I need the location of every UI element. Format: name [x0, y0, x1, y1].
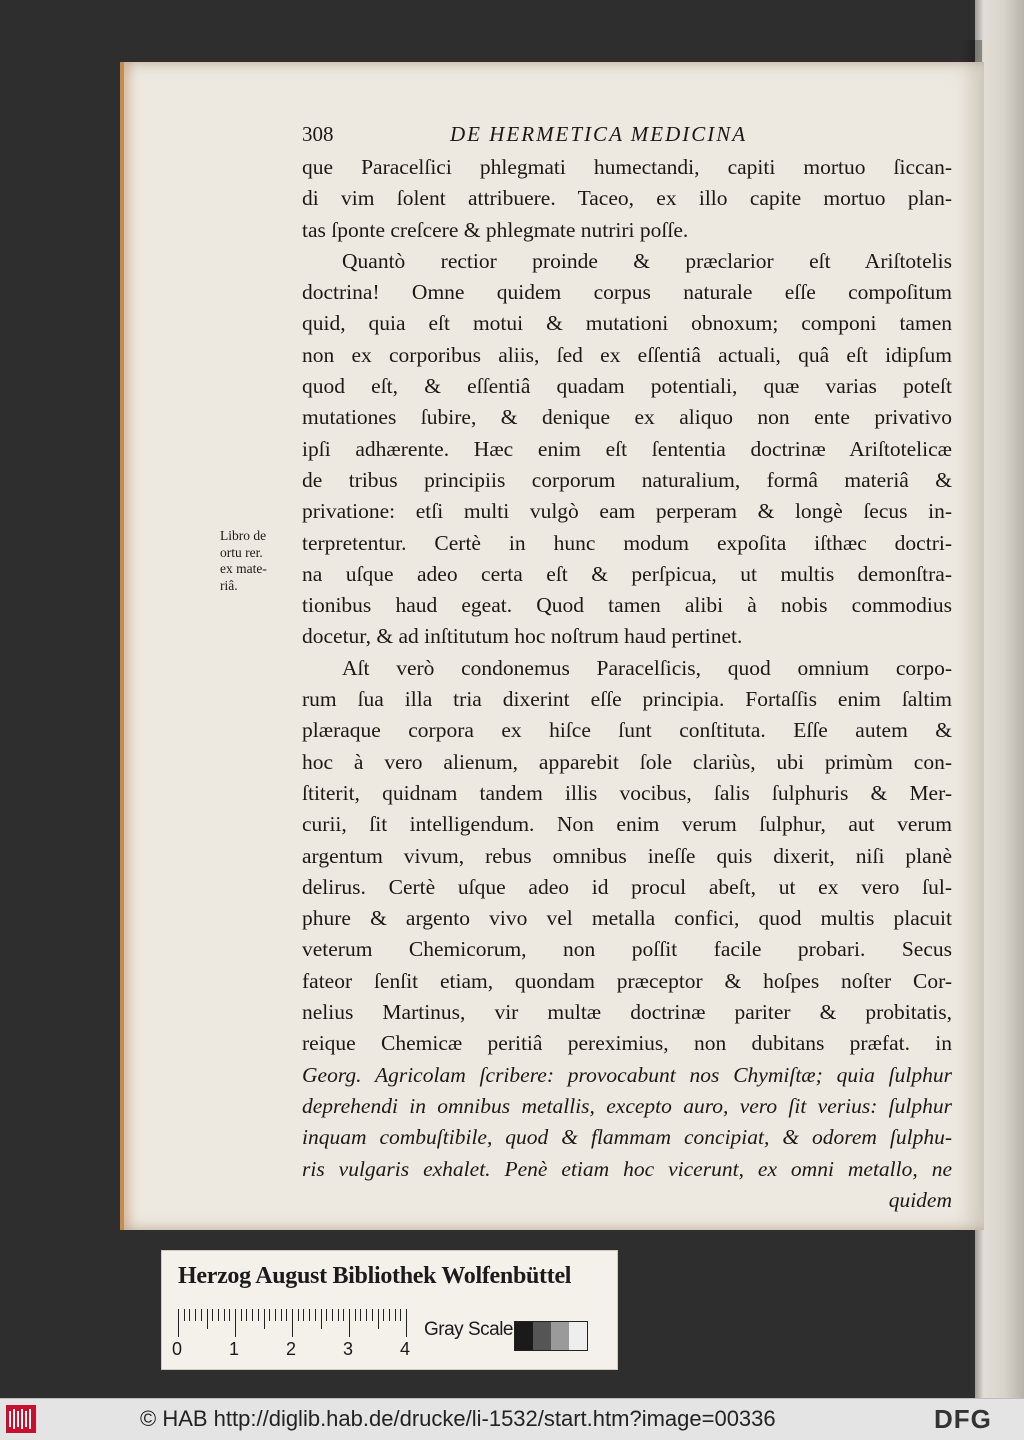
text-line: nelius Martinus, vir multæ doctrinæ pariter & probitatis,: [302, 1000, 952, 1025]
ruler-tick: [269, 1309, 270, 1321]
ruler-tick: [246, 1309, 247, 1321]
gray-scale-label: Gray Scale: [424, 1319, 513, 1340]
ruler-tick: [184, 1309, 185, 1321]
ruler-tick: [355, 1309, 356, 1321]
text-line: ſtiterit, quidnam tandem illis vocibus, ſalis ſulphuris & Mer-: [302, 780, 952, 805]
ruler-tick: [235, 1309, 236, 1337]
ruler-tick: [229, 1309, 230, 1321]
text-line: fateor ſenſit etiam, quondam præceptor & hoſpes noſter Cor-: [302, 968, 952, 993]
ruler-tick: [258, 1309, 259, 1321]
ruler-tick: [389, 1309, 390, 1321]
ruler-tick: [218, 1309, 219, 1321]
gray-swatch: [569, 1322, 587, 1350]
ruler-tick: [395, 1309, 396, 1321]
ruler-tick: [178, 1309, 179, 1337]
text-line: veterum Chemicorum, non poſſit facile probari. Secus: [302, 937, 952, 962]
text-line: di vim ſolent attribuere. Taceo, ex illo capite mortuo plan-: [302, 186, 952, 211]
text-lines: [302, 152, 952, 1216]
text-line: curii, ſit intelligendum. Non enim verum ſulphur, aut verum: [302, 812, 952, 837]
ruler-tick: [275, 1309, 276, 1321]
ruler-tick: [281, 1309, 282, 1321]
text-line: delirus. Certè uſque adeo id procul abeſt, ut ex vero ſul-: [302, 874, 952, 899]
gray-swatch: [515, 1322, 533, 1350]
ruler-tick: [298, 1309, 299, 1321]
ruler-tick: [201, 1309, 202, 1321]
ruler-tick: [383, 1309, 384, 1321]
ruler-tick: [224, 1309, 225, 1321]
text-line: doctrina! Omne quidem corpus naturale eſſe compoſitum: [302, 280, 952, 305]
margin-note-line: riâ.: [220, 577, 238, 593]
ruler-tick: [264, 1309, 265, 1329]
footer-copyright-link[interactable]: © HAB http://diglib.hab.de/drucke/li-1532/start.htm?image=00336: [140, 1406, 776, 1431]
library-color-chart-label: [161, 1250, 618, 1370]
hab-logo-icon: [6, 1405, 36, 1433]
margin-note-line: ex mate-: [220, 561, 267, 576]
footer-bar: [0, 1398, 1024, 1440]
text-line: mutationes ſubire, & denique ex aliquo non ente privativo: [302, 405, 952, 430]
scale-ruler: [178, 1309, 410, 1337]
ruler-number: 4: [400, 1339, 411, 1359]
ruler-tick: [343, 1309, 344, 1321]
ruler-number: 0: [172, 1339, 183, 1359]
ruler-tick: [189, 1309, 190, 1321]
text-line: tas ſponte creſcere & phlegmate nutriri poſſe.: [302, 217, 689, 242]
text-line: ris vulgaris exhalet. Penè etiam hoc vicerunt, ex omni metallo, ne: [302, 1156, 952, 1181]
text-line: plæraque corpora ex hiſce ſunt conſtituta. Eſſe autem &: [302, 718, 952, 743]
ruler-tick: [212, 1309, 213, 1321]
gray-swatch: [533, 1322, 551, 1350]
ruler-tick: [400, 1309, 401, 1321]
margin-note-line: Libro de: [220, 528, 267, 543]
gray-swatch: [551, 1322, 569, 1350]
text-line: reique Chemicæ peritiâ pereximius, non dubitans præfat. in: [302, 1031, 952, 1056]
text-line: quod eſt, & eſſentiâ quadam potentiali, quæ varias poteſt: [302, 374, 952, 399]
margin-note-line: ortu rer.: [220, 544, 263, 560]
ruler-tick: [360, 1309, 361, 1321]
ruler-tick: [292, 1309, 293, 1337]
ruler-number: 1: [229, 1339, 240, 1359]
text-line: Aſt verò condonemus Paracelſicis, quod omnium corpo-: [342, 655, 952, 680]
text-line: rum ſua illa tria dixerint eſſe principia. Fortaſſis enim ſaltim: [302, 687, 952, 712]
ruler-tick: [195, 1309, 196, 1321]
ruler-tick: [241, 1309, 242, 1321]
text-line: quid, quia eſt motui & mutationi obnoxum; componi tamen: [302, 311, 952, 336]
library-name: Herzog August Bibliothek Wolfenbüttel: [178, 1263, 572, 1289]
text-line: de tribus principiis corporum naturalium, formâ materiâ &: [302, 467, 952, 492]
ruler-tick: [207, 1309, 208, 1329]
text-line: terpretentur. Certè in hunc modum expoſita iſthæc doctri-: [302, 530, 952, 555]
ruler-number: 2: [286, 1339, 297, 1359]
text-line: Georg. Agricolam ſcribere: provocabunt nos Chymiſtæ; quia ſulphur: [302, 1062, 952, 1087]
ruler-numbers: [172, 1339, 422, 1361]
text-line: Quantò rectior proinde & præclarior eſt Ariſtotelis: [342, 248, 952, 273]
text-line: privatione: etſi multi vulgò eam perperam & longè ſecus in-: [302, 499, 952, 524]
text-line: inquam combuſtibile, quod & flammam concipiat, & odorem ſulphu-: [302, 1125, 952, 1150]
text-line: docetur, & ad inſtitutum hoc noſtrum haud pertinet.: [302, 624, 743, 649]
ruler-tick: [366, 1309, 367, 1321]
ruler-tick: [315, 1309, 316, 1321]
gray-scale-swatches: [514, 1321, 588, 1351]
running-head-title: DE HERMETICA MEDICINA: [450, 122, 748, 146]
running-head: [302, 122, 952, 152]
ruler-tick: [372, 1309, 373, 1321]
text-line: que Paracelſici phlegmati humectandi, capiti mortuo ſiccan-: [302, 155, 952, 179]
ruler-tick: [326, 1309, 327, 1321]
ruler-tick: [406, 1309, 407, 1337]
ruler-tick: [252, 1309, 253, 1321]
text-line: na uſque adeo certa eſt & perſpicua, ut multis demonſtra-: [302, 561, 952, 586]
margin-note: [220, 528, 292, 594]
ruler-number: 3: [343, 1339, 354, 1359]
ruler-tick: [378, 1309, 379, 1329]
text-line: non ex corporibus aliis, ſed ex eſſentiâ actuali, quâ eſt idipſum: [302, 342, 952, 367]
text-line: argentum vivum, rebus omnibus ineſſe quis dixerit, niſi planè: [302, 843, 952, 868]
text-line: ipſi adhærente. Hæc enim eſt ſententia doctrinæ Ariſtotelicæ: [302, 436, 952, 461]
ruler-tick: [321, 1309, 322, 1329]
page-number: 308: [302, 122, 334, 146]
text-line: phure & argento vivo vel metalla confici, quod multis placuit: [302, 906, 952, 931]
text-line: tionibus haud egeat. Quod tamen alibi à nobis commodius: [302, 593, 952, 618]
ruler-tick: [286, 1309, 287, 1321]
ruler-tick: [338, 1309, 339, 1321]
dfg-logo: DFG: [934, 1404, 992, 1434]
text-line: deprehendi in omnibus metallis, excepto auro, vero ſit verius: ſulphur: [302, 1093, 952, 1118]
ruler-tick: [303, 1309, 304, 1321]
ruler-tick: [332, 1309, 333, 1321]
text-line: quidem: [888, 1187, 952, 1212]
ruler-tick: [309, 1309, 310, 1321]
ruler-tick: [349, 1309, 350, 1337]
text-line: hoc à vero alienum, apparebit ſole clariùs, ubi primùm con-: [302, 749, 952, 774]
